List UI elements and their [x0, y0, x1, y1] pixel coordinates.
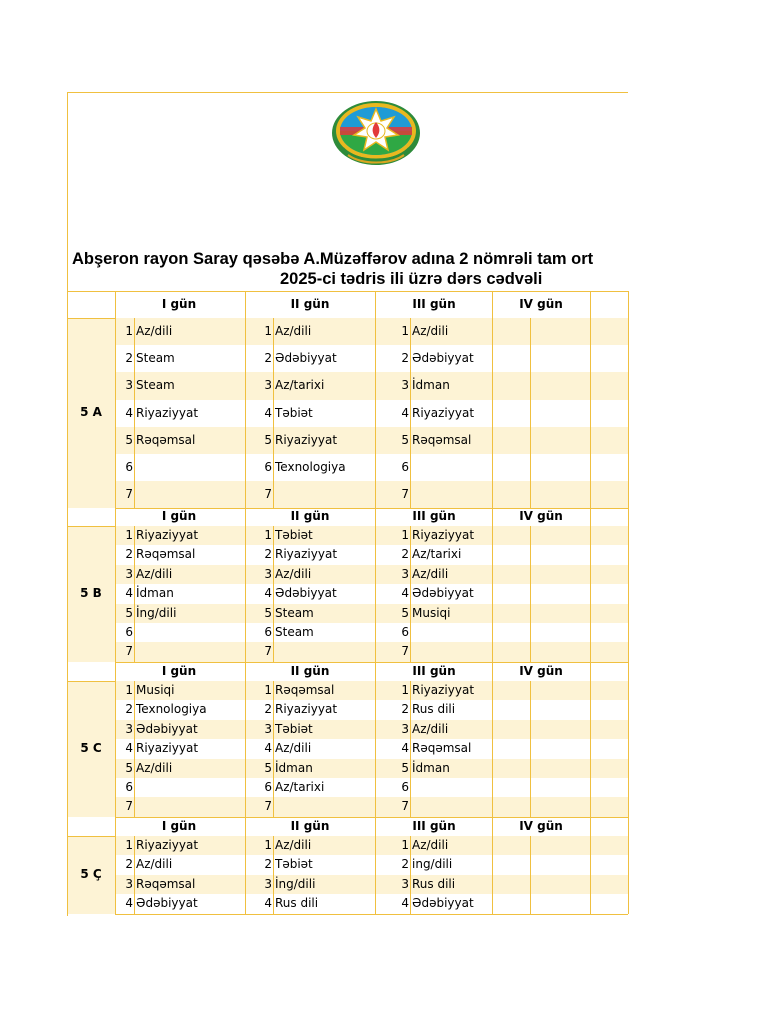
- lesson-number: 1: [264, 838, 272, 852]
- grid-line: [590, 318, 591, 508]
- lesson-number: 3: [264, 721, 272, 736]
- lesson-number: 5: [264, 432, 272, 447]
- lesson-row: [67, 318, 628, 345]
- lesson-subject: Riyaziyyat: [412, 405, 475, 420]
- lesson-subject: Təbiət: [275, 721, 313, 736]
- grid-line: [492, 507, 493, 526]
- lesson-subject: Riyaziyyat: [412, 683, 475, 697]
- lesson-number: 2: [125, 351, 133, 366]
- lesson-subject: Rus dili: [412, 876, 456, 891]
- lesson-row: [67, 681, 628, 700]
- grid-line: [245, 318, 246, 508]
- lesson-subject: Rəqəmsal: [412, 432, 472, 447]
- lesson-subject: Riyaziyyat: [275, 702, 338, 717]
- grid-line: [590, 526, 591, 662]
- lesson-row: [67, 400, 628, 427]
- lesson-subject: Az/dili: [412, 566, 449, 581]
- lesson-number: 2: [401, 857, 409, 872]
- lesson-row: [67, 642, 628, 661]
- grid-line: [273, 318, 274, 508]
- grid-line: [590, 662, 591, 681]
- lesson-number: 1: [401, 324, 409, 338]
- lesson-number: 3: [401, 876, 409, 891]
- lesson-subject: Riyaziyyat: [136, 528, 199, 542]
- grid-line: [410, 526, 411, 662]
- lesson-subject: Ədəbiyyat: [412, 351, 474, 366]
- grid-line: [530, 836, 531, 914]
- lesson-subject: Rus dili: [275, 896, 319, 911]
- grid-line: [115, 914, 628, 915]
- day-header: IV gün: [519, 509, 563, 523]
- grid-line: [115, 526, 116, 662]
- row-background: [115, 642, 628, 661]
- lesson-subject: Musiqi: [412, 605, 451, 620]
- day-header: I gün: [161, 664, 197, 678]
- lesson-number: 1: [125, 324, 133, 338]
- lesson-subject: Riyaziyyat: [275, 547, 338, 562]
- grid-line: [273, 526, 274, 662]
- lesson-number: 3: [125, 876, 133, 891]
- lesson-subject: Az/dili: [412, 838, 449, 852]
- lesson-number: 7: [125, 644, 133, 659]
- lesson-number: 3: [264, 876, 272, 891]
- lesson-number: 6: [401, 460, 409, 474]
- lesson-number: 1: [125, 838, 133, 852]
- lesson-subject: Az/dili: [275, 838, 312, 852]
- day-header: III gün: [412, 819, 456, 833]
- day-header: III gün: [412, 297, 456, 311]
- day-header: I gün: [161, 509, 197, 523]
- grid-line: [410, 836, 411, 914]
- lesson-subject: Az/dili: [136, 566, 173, 581]
- day-header: III gün: [412, 509, 456, 523]
- lesson-subject: Ədəbiyyat: [412, 586, 474, 601]
- lesson-subject: Musiqi: [136, 683, 175, 697]
- lesson-number: 4: [264, 586, 272, 601]
- lesson-number: 2: [264, 702, 272, 717]
- lesson-row: [67, 481, 628, 508]
- lesson-number: 1: [264, 324, 272, 338]
- lesson-subject: Riyaziyyat: [136, 741, 199, 756]
- lesson-subject: Təbiət: [275, 405, 313, 420]
- grid-line: [590, 681, 591, 817]
- lesson-number: 7: [401, 644, 409, 659]
- grid-line: [375, 507, 376, 526]
- lesson-number: 6: [125, 780, 133, 794]
- lesson-subject: ing/dili: [412, 857, 453, 872]
- lesson-number: 6: [125, 460, 133, 474]
- grid-line: [530, 318, 531, 508]
- grid-line: [590, 507, 591, 526]
- grid-line: [375, 318, 376, 508]
- lesson-number: 1: [264, 683, 272, 697]
- lesson-number: 7: [264, 487, 272, 502]
- lesson-number: 1: [401, 528, 409, 542]
- grid-line: [375, 817, 376, 836]
- grid-line: [134, 681, 135, 817]
- grid-line: [134, 318, 135, 508]
- grid-line: [134, 836, 135, 914]
- lesson-number: 6: [264, 460, 272, 474]
- lesson-number: 4: [401, 405, 409, 420]
- grid-line: [590, 817, 591, 836]
- lesson-number: 2: [125, 547, 133, 562]
- lesson-subject: Az/dili: [275, 566, 312, 581]
- lesson-subject: Ədəbiyyat: [275, 586, 337, 601]
- grid-line: [628, 662, 629, 681]
- lesson-subject: Steam: [275, 625, 314, 639]
- lesson-number: 4: [401, 896, 409, 911]
- lesson-subject: Texnologiya: [136, 702, 207, 717]
- day-header: I gün: [161, 819, 197, 833]
- lesson-row: [67, 778, 628, 797]
- grid-line: [273, 836, 274, 914]
- lesson-subject: Steam: [275, 605, 314, 620]
- lesson-number: 5: [264, 760, 272, 775]
- grid-line: [134, 526, 135, 662]
- lesson-subject: Rus dili: [412, 702, 456, 717]
- lesson-subject: Steam: [136, 378, 175, 393]
- grid-line: [410, 681, 411, 817]
- lesson-subject: Az/dili: [412, 324, 449, 338]
- page-title: Abşeron rayon Saray qəsəbə A.Müzəffərov adına 2 nömrəli tam ort: [72, 250, 594, 268]
- grid-line: [492, 662, 493, 681]
- lesson-number: 5: [125, 432, 133, 447]
- lesson-number: 5: [401, 760, 409, 775]
- lesson-row: [67, 372, 628, 399]
- day-header-row: [67, 817, 628, 836]
- lesson-number: 1: [264, 528, 272, 542]
- lesson-subject: Ədəbiyyat: [136, 896, 198, 911]
- lesson-subject: Ədəbiyyat: [412, 896, 474, 911]
- lesson-number: 4: [125, 586, 133, 601]
- lesson-row: [67, 623, 628, 642]
- grid-line: [375, 681, 376, 817]
- lesson-number: 6: [401, 625, 409, 639]
- lesson-row: [67, 855, 628, 874]
- lesson-number: 1: [401, 683, 409, 697]
- lesson-number: 4: [401, 586, 409, 601]
- lesson-number: 1: [125, 683, 133, 697]
- class-label: 5 B: [80, 585, 102, 600]
- day-header-row: [67, 291, 628, 318]
- lesson-number: 2: [125, 857, 133, 872]
- lesson-subject: İdman: [275, 760, 313, 775]
- lesson-row: [67, 545, 628, 564]
- lesson-subject: Texnologiya: [275, 460, 346, 474]
- lesson-number: 4: [125, 896, 133, 911]
- class-label: 5 A: [80, 405, 102, 420]
- lesson-number: 4: [125, 741, 133, 756]
- lesson-number: 4: [401, 741, 409, 756]
- lesson-number: 1: [125, 528, 133, 542]
- lesson-subject: Təbiət: [275, 528, 313, 542]
- lesson-subject: Riyaziyyat: [412, 528, 475, 542]
- lesson-number: 3: [401, 566, 409, 581]
- grid-line: [628, 291, 629, 318]
- grid-line: [628, 681, 629, 817]
- grid-line: [245, 681, 246, 817]
- lesson-number: 4: [125, 405, 133, 420]
- grid-line: [115, 836, 116, 914]
- lesson-row: [67, 454, 628, 481]
- day-header: IV gün: [519, 819, 563, 833]
- grid-line: [245, 817, 246, 836]
- lesson-number: 6: [264, 780, 272, 794]
- lesson-number: 6: [401, 780, 409, 794]
- class-label: 5 Ç: [80, 866, 102, 881]
- lesson-subject: Ədəbiyyat: [275, 351, 337, 366]
- lesson-row: [67, 720, 628, 739]
- lesson-number: 5: [401, 432, 409, 447]
- lesson-subject: Az/dili: [136, 857, 173, 872]
- grid-line: [492, 291, 493, 318]
- grid-line: [628, 318, 629, 508]
- lesson-number: 1: [401, 838, 409, 852]
- lesson-subject: Ədəbiyyat: [136, 721, 198, 736]
- grid-line: [375, 662, 376, 681]
- grid-line: [245, 291, 246, 318]
- grid-line: [492, 836, 493, 914]
- lesson-subject: Rəqəmsal: [275, 683, 335, 697]
- lesson-row: [67, 797, 628, 816]
- lesson-number: 7: [264, 799, 272, 814]
- grid-line: [115, 291, 116, 318]
- lesson-number: 2: [401, 351, 409, 366]
- lesson-number: 2: [264, 547, 272, 562]
- grid-line: [245, 836, 246, 914]
- lesson-row: [67, 759, 628, 778]
- lesson-number: 3: [401, 721, 409, 736]
- grid-line: [245, 507, 246, 526]
- lesson-subject: Steam: [136, 351, 175, 366]
- day-header: II gün: [290, 664, 330, 678]
- lesson-subject: Az/dili: [275, 324, 312, 338]
- lesson-number: 3: [125, 378, 133, 393]
- lesson-subject: Təbiət: [275, 857, 313, 872]
- grid-line: [492, 681, 493, 817]
- day-header: IV gün: [519, 297, 563, 311]
- lesson-number: 6: [125, 625, 133, 639]
- grid-line: [273, 681, 274, 817]
- lesson-number: 3: [401, 378, 409, 393]
- grid-line: [492, 817, 493, 836]
- lesson-row: [67, 875, 628, 894]
- lesson-subject: Az/dili: [136, 760, 173, 775]
- lesson-subject: İdman: [136, 586, 174, 601]
- grid-line: [492, 526, 493, 662]
- grid-line: [115, 507, 116, 526]
- lesson-row: [67, 894, 628, 913]
- lesson-row: [67, 427, 628, 454]
- lesson-number: 3: [264, 566, 272, 581]
- lesson-row: [67, 526, 628, 545]
- lesson-number: 7: [401, 799, 409, 814]
- lesson-number: 6: [264, 625, 272, 639]
- lesson-subject: Rəqəmsal: [136, 876, 196, 891]
- lesson-number: 4: [264, 741, 272, 756]
- lesson-number: 2: [401, 702, 409, 717]
- day-header-row: [67, 662, 628, 681]
- lesson-number: 7: [125, 799, 133, 814]
- lesson-subject: Az/dili: [136, 324, 173, 338]
- lesson-number: 4: [264, 896, 272, 911]
- lesson-number: 3: [264, 378, 272, 393]
- lesson-number: 3: [125, 566, 133, 581]
- frame-top-border: [67, 92, 628, 93]
- lesson-subject: Az/tarixi: [275, 378, 325, 393]
- grid-line: [492, 318, 493, 508]
- lesson-subject: Riyaziyyat: [136, 838, 199, 852]
- lesson-row: [67, 565, 628, 584]
- lesson-subject: Az/tarixi: [412, 547, 462, 562]
- lesson-subject: Az/tarixi: [275, 780, 325, 794]
- class-label: 5 C: [80, 740, 102, 755]
- lesson-subject: İdman: [412, 378, 450, 393]
- lesson-number: 7: [125, 487, 133, 502]
- lesson-row: [67, 584, 628, 603]
- lesson-row: [67, 604, 628, 623]
- grid-line: [115, 681, 116, 817]
- row-background: [115, 797, 628, 816]
- day-header: I gün: [161, 297, 197, 311]
- day-header-row: [67, 507, 628, 526]
- grid-line: [115, 817, 116, 836]
- lesson-number: 5: [264, 605, 272, 620]
- grid-line: [375, 836, 376, 914]
- lesson-number: 7: [264, 644, 272, 659]
- grid-line: [628, 526, 629, 662]
- lesson-number: 5: [125, 605, 133, 620]
- row-background: [115, 481, 628, 508]
- lesson-subject: Riyaziyyat: [275, 432, 338, 447]
- lesson-subject: Riyaziyyat: [136, 405, 199, 420]
- lesson-subject: Az/dili: [412, 721, 449, 736]
- azerbaijan-emblem-icon: [328, 97, 424, 169]
- page-subtitle: 2025-ci tədris ili üzrə dərs cədvəli: [280, 270, 543, 288]
- grid-line: [375, 291, 376, 318]
- day-header: IV gün: [519, 664, 563, 678]
- lesson-number: 4: [264, 405, 272, 420]
- day-header: II gün: [290, 819, 330, 833]
- lesson-number: 2: [264, 857, 272, 872]
- grid-line: [530, 681, 531, 817]
- lesson-subject: Az/dili: [275, 741, 312, 756]
- grid-line: [530, 526, 531, 662]
- day-header: III gün: [412, 664, 456, 678]
- grid-line: [245, 526, 246, 662]
- lesson-number: 7: [401, 487, 409, 502]
- day-header: II gün: [290, 297, 330, 311]
- lesson-number: 2: [125, 702, 133, 717]
- lesson-subject: İdman: [412, 760, 450, 775]
- lesson-row: [67, 739, 628, 758]
- lesson-subject: İng/dili: [275, 876, 316, 891]
- grid-line: [628, 507, 629, 526]
- lesson-row: [67, 836, 628, 855]
- lesson-row: [67, 345, 628, 372]
- grid-line: [590, 836, 591, 914]
- lesson-number: 2: [401, 547, 409, 562]
- grid-line: [115, 318, 116, 508]
- lesson-number: 5: [401, 605, 409, 620]
- grid-line: [115, 662, 116, 681]
- grid-line: [375, 526, 376, 662]
- grid-line: [628, 817, 629, 836]
- day-header: II gün: [290, 509, 330, 523]
- lesson-row: [67, 700, 628, 719]
- lesson-subject: Rəqəmsal: [412, 741, 472, 756]
- grid-line: [410, 318, 411, 508]
- grid-line: [245, 662, 246, 681]
- lesson-subject: Rəqəmsal: [136, 547, 196, 562]
- lesson-number: 5: [125, 760, 133, 775]
- lesson-number: 2: [264, 351, 272, 366]
- lesson-subject: İng/dili: [136, 605, 177, 620]
- grid-line: [628, 836, 629, 914]
- grid-line: [590, 291, 591, 318]
- lesson-subject: Rəqəmsal: [136, 432, 196, 447]
- lesson-number: 3: [125, 721, 133, 736]
